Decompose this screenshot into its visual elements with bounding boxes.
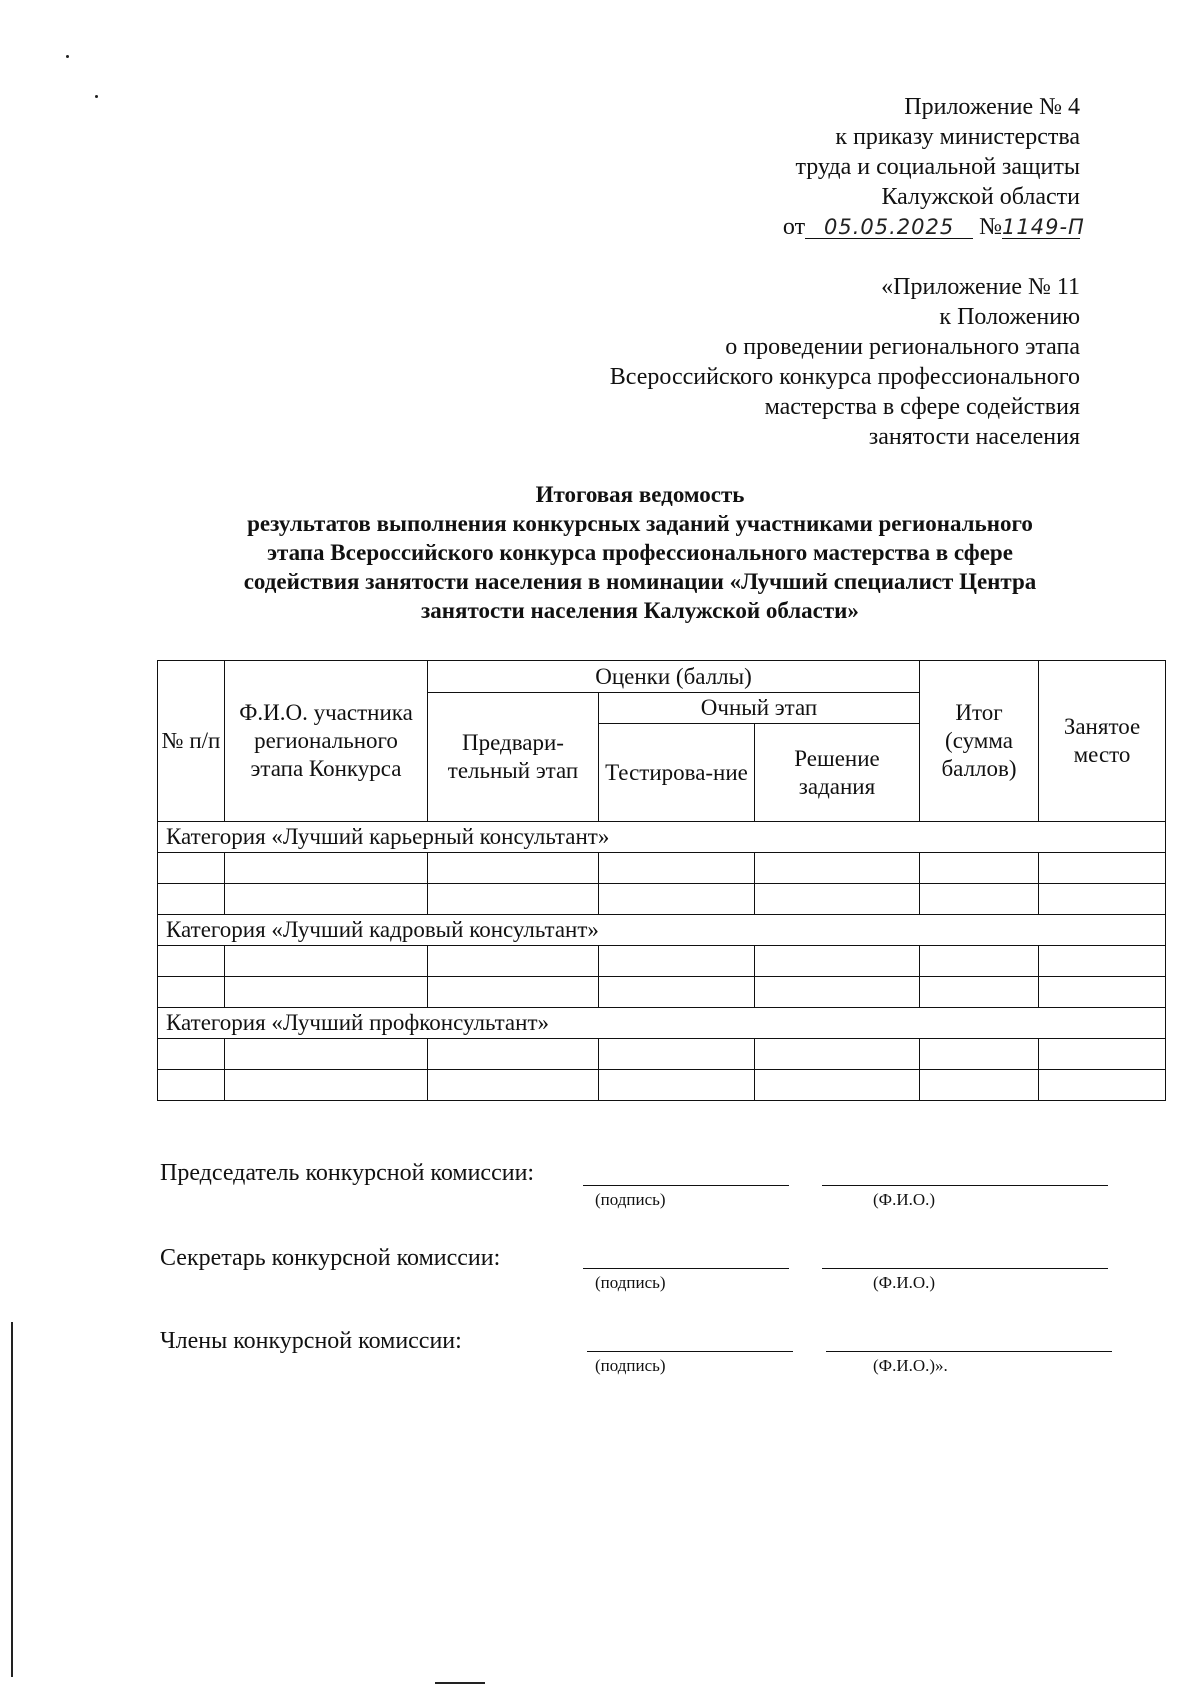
secretary-sign-caption: (подпись) — [595, 1273, 666, 1292]
members-label: Члены конкурсной комиссии: — [160, 1328, 462, 1354]
date-prefix: от — [782, 214, 806, 240]
members-signature-line — [587, 1351, 793, 1352]
scan-dot — [95, 95, 98, 98]
handwritten-date: 05.05.2025 — [805, 216, 973, 239]
header-total: Итог (сумма баллов) — [920, 661, 1039, 822]
table-row — [158, 884, 1166, 915]
scan-bottom-line — [435, 1682, 485, 1684]
scan-edge-line — [11, 1322, 13, 1677]
table-row — [158, 1070, 1166, 1101]
table-row — [158, 977, 1166, 1008]
annex4-line3: труда и социальной защиты — [795, 154, 1080, 180]
members-sign-caption: (подпись) — [595, 1356, 666, 1375]
category-1-label: Категория «Лучший карьерный консультант» — [158, 822, 1166, 853]
scan-dot — [66, 55, 69, 58]
title-line5: занятости населения Калужской области» — [421, 598, 859, 623]
category-2-label: Категория «Лучший кадровый консультант» — [158, 915, 1166, 946]
secretary-signature-line — [583, 1268, 789, 1269]
chairman-fio-line — [822, 1185, 1108, 1186]
annex11-line6: занятости населения — [868, 424, 1080, 450]
category-row — [158, 915, 1166, 946]
annex4-line4: Калужской области — [881, 184, 1080, 210]
annex11-line5: мастерства в сфере содействия — [764, 394, 1080, 420]
secretary-label: Секретарь конкурсной комиссии: — [160, 1245, 501, 1271]
secretary-fio-line — [822, 1268, 1108, 1269]
annex11-line1: «Приложение № 11 — [881, 274, 1080, 300]
category-row — [158, 1008, 1166, 1039]
number-prefix: № — [979, 214, 1002, 240]
header-fio: Ф.И.О. участника регионального этапа Конкурса — [225, 661, 428, 822]
header-num: № п/п — [158, 661, 225, 822]
chairman-fio-caption: (Ф.И.О.) — [873, 1190, 936, 1209]
header-place: Занятое место — [1039, 661, 1166, 822]
category-3-label: Категория «Лучший профконсультант» — [158, 1008, 1166, 1039]
handwritten-number: 1149-П — [1002, 215, 1085, 239]
annex11-line3: о проведении регионального этапа — [725, 334, 1080, 360]
chairman-sign-caption: (подпись) — [595, 1190, 666, 1209]
annex4-line2: к приказу министерства — [835, 124, 1080, 150]
chairman-signature-line — [583, 1185, 789, 1186]
members-fio-caption: (Ф.И.О.)». — [873, 1356, 948, 1375]
results-table — [157, 660, 1166, 1101]
annex11-line4: Всероссийского конкурса профессионального — [609, 364, 1080, 390]
secretary-fio-caption: (Ф.И.О.) — [873, 1273, 936, 1292]
title-line3: этапа Всероссийского конкурса профессионального мастерства в сфере — [267, 540, 1013, 565]
category-row — [158, 822, 1166, 853]
header-task: Решение задания — [755, 724, 920, 822]
header-scores: Оценки (баллы) — [428, 661, 920, 693]
table-row — [158, 1039, 1166, 1070]
title-line4: содействия занятости населения в номинации «Лучший специалист Центра — [243, 569, 1037, 594]
table-row — [158, 946, 1166, 977]
chairman-label: Председатель конкурсной комиссии: — [160, 1160, 535, 1186]
header-prelim: Предвари-тельный этап — [428, 693, 599, 822]
annex-11-header — [610, 272, 1080, 452]
table-row — [158, 853, 1166, 884]
annex4-line1: Приложение № 4 — [904, 94, 1080, 120]
members-fio-line — [826, 1351, 1112, 1352]
title-line1: Итоговая ведомость — [535, 482, 745, 507]
annex4-date-line — [782, 212, 1085, 242]
document-title — [160, 480, 1120, 625]
header-testing: Тестирова-ние — [599, 724, 755, 822]
annex-4-header — [782, 92, 1085, 242]
annex11-line2: к Положению — [939, 304, 1080, 330]
header-fulltime: Очный этап — [599, 693, 920, 724]
title-line2: результатов выполнения конкурсных заданий участниками регионального — [247, 511, 1033, 536]
